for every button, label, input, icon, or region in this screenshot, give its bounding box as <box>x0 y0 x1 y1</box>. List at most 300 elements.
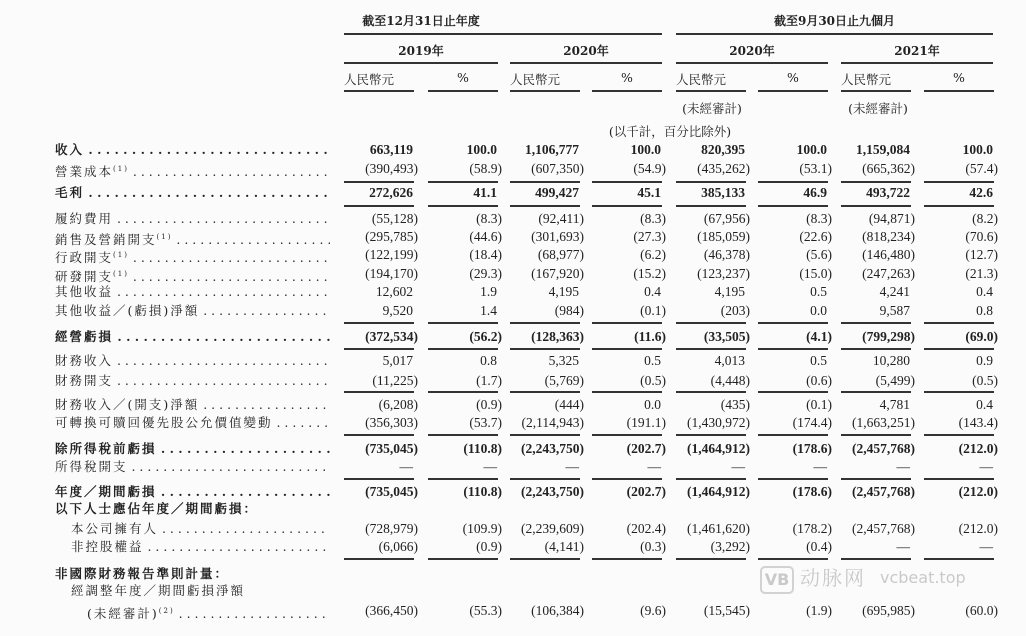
subtotal-rule <box>924 434 994 436</box>
amount-cell: (247,263) <box>862 266 915 281</box>
percent-cell: (202.7) <box>626 441 666 456</box>
rmb-header: 人民幣元 <box>510 72 561 87</box>
percent-cell: 0.4 <box>976 284 993 299</box>
amount-cell: (55,128) <box>371 211 418 226</box>
amount-cell: (6,066) <box>378 539 418 554</box>
percent-cell: 0.5 <box>810 284 827 299</box>
subtotal-rule <box>510 391 580 393</box>
subtotal-rule <box>592 348 662 350</box>
subtotal-rule <box>344 205 414 207</box>
subtotal-rule <box>924 558 994 560</box>
amount-cell: (2,239,609) <box>521 521 584 536</box>
subtotal-rule <box>841 391 911 393</box>
amount-cell: (4,141) <box>544 539 584 554</box>
row-label <box>55 352 330 370</box>
amount-cell: 820,395 <box>701 142 745 157</box>
percent-cell: (4.1) <box>806 329 832 344</box>
percent-cell: (0.5) <box>640 373 666 388</box>
header-rule <box>428 90 498 92</box>
header-nine-months: 截至9月30日止九個月 <box>773 14 896 28</box>
subtotal-rule <box>428 322 498 324</box>
amount-cell: (435) <box>720 397 750 412</box>
amount-cell: (5,769) <box>544 373 584 388</box>
row-label <box>55 184 330 202</box>
footnote-marker: (1) <box>113 251 129 259</box>
percent-cell: (1.9) <box>806 603 832 618</box>
percent-cell: 1.9 <box>480 284 497 299</box>
row-label <box>55 414 330 432</box>
amount-cell: 4,013 <box>714 353 745 368</box>
amount-cell: (146,480) <box>862 247 915 262</box>
subtotal-rule <box>676 322 746 324</box>
amount-cell: (4,448) <box>710 373 750 388</box>
subtotal-rule <box>428 205 498 207</box>
amount-cell: (11,225) <box>372 373 418 388</box>
percent-cell: (8.3) <box>476 211 502 226</box>
subtotal-rule <box>510 181 580 183</box>
percent-cell: (0.1) <box>806 397 832 412</box>
percent-cell: 45.1 <box>637 185 661 200</box>
percent-cell: 41.1 <box>473 185 497 200</box>
row-label-text: 研發開支 <box>55 269 114 285</box>
subtotal-rule <box>924 391 994 393</box>
subtotal-rule <box>344 558 414 560</box>
amount-cell: 4,781 <box>879 397 910 412</box>
row-label <box>55 246 330 267</box>
amount-cell: (295,785) <box>365 229 418 244</box>
percent-cell: (143.4) <box>958 415 998 430</box>
percent-header: % <box>457 70 469 85</box>
amount-cell: — <box>896 459 910 474</box>
subtotal-rule <box>592 434 662 436</box>
amount-cell: (106,384) <box>531 603 584 618</box>
percent-cell: (21.3) <box>965 266 998 281</box>
table-row <box>0 265 1026 283</box>
subtotal-rule <box>428 181 498 183</box>
percent-cell: (1.7) <box>476 373 502 388</box>
amount-cell: (92,411) <box>538 211 584 226</box>
subtotal-rule <box>924 205 994 207</box>
table-row <box>0 602 1026 620</box>
percent-cell: (0.3) <box>640 539 666 554</box>
percent-cell: (12.7) <box>965 247 998 262</box>
footnote-marker: (1) <box>113 165 129 173</box>
table-row <box>0 160 1026 178</box>
amount-cell: (2,243,750) <box>521 441 584 456</box>
amount-cell: (3,292) <box>710 539 750 554</box>
row-label <box>55 372 330 390</box>
header-rule <box>758 90 828 92</box>
subtotal-rule <box>841 558 911 560</box>
amount-cell: (1,663,251) <box>852 415 915 430</box>
percent-cell: (191.1) <box>626 415 666 430</box>
amount-cell: (735,045) <box>365 441 418 456</box>
subtotal-rule <box>841 434 911 436</box>
amount-cell: (695,985) <box>862 603 915 618</box>
subtotal-rule <box>510 434 580 436</box>
percent-cell: (22.6) <box>799 229 832 244</box>
subtotal-rule <box>758 434 828 436</box>
row-label <box>71 582 330 600</box>
table-row <box>0 141 1026 159</box>
percent-cell: (0.9) <box>476 397 502 412</box>
row-label <box>55 458 330 476</box>
header-year: 2019年 <box>398 44 444 58</box>
percent-cell: (174.4) <box>792 415 832 430</box>
row-label-text: 以下人士應佔年度／期間虧損： <box>55 501 259 516</box>
row-label <box>71 520 330 538</box>
percent-cell: 0.9 <box>976 353 993 368</box>
table-row <box>0 228 1026 246</box>
row-label-text: 除所得稅前虧損 <box>55 441 157 456</box>
amount-cell: 1,106,777 <box>525 142 579 157</box>
amount-cell: (185,059) <box>697 229 750 244</box>
amount-cell: (2,114,943) <box>521 415 584 430</box>
amount-cell: 10,280 <box>872 353 910 368</box>
percent-cell: 100.0 <box>796 142 827 157</box>
footnote-marker: (1) <box>113 270 129 278</box>
amount-cell: (2,457,768) <box>852 484 915 499</box>
row-label-text: 營業成本 <box>55 164 114 180</box>
amount-cell: (46,378) <box>703 247 750 262</box>
amount-cell: 4,241 <box>879 284 910 299</box>
subtotal-rule <box>428 558 498 560</box>
watermark-brand: 动脉网 <box>800 566 866 590</box>
percent-cell: 0.8 <box>976 303 993 318</box>
amount-cell: (2,243,750) <box>521 484 584 499</box>
amount-cell: 9,520 <box>382 303 413 318</box>
percent-cell: (56.2) <box>469 329 502 344</box>
header-rule <box>510 62 662 64</box>
row-label-text: 財務收入／(開支)淨額 <box>55 397 200 412</box>
amount-cell: (356,303) <box>365 415 418 430</box>
percent-cell: — <box>647 459 661 474</box>
percent-cell: 0.0 <box>644 397 661 412</box>
row-label <box>87 602 330 623</box>
amount-cell: 385,133 <box>701 185 745 200</box>
percent-cell: (109.9) <box>462 521 502 536</box>
amount-cell: (390,493) <box>365 161 418 176</box>
percent-cell: (6.2) <box>640 247 666 262</box>
watermark-site: vcbeat.top <box>880 568 966 587</box>
percent-cell: 0.5 <box>644 353 661 368</box>
unit-note: (以千計，百分比除外) <box>608 124 732 139</box>
subtotal-rule <box>344 322 414 324</box>
percent-cell: (202.7) <box>626 484 666 499</box>
percent-cell: — <box>483 459 497 474</box>
row-label <box>55 328 330 346</box>
row-label-text: 本公司擁有人 <box>71 521 159 536</box>
subtotal-rule <box>676 391 746 393</box>
amount-cell: (5,499) <box>875 373 915 388</box>
subtotal-rule <box>841 348 911 350</box>
percent-cell: (0.1) <box>640 303 666 318</box>
amount-cell: — <box>399 459 413 474</box>
header-rule <box>344 62 498 64</box>
amount-cell: (2,457,768) <box>852 441 915 456</box>
percent-cell: 0.5 <box>810 353 827 368</box>
header-fiscal-year: 截至12月31日止年度 <box>362 14 480 28</box>
table-row <box>0 483 1026 501</box>
percent-cell: (15.0) <box>799 266 832 281</box>
subtotal-rule <box>510 558 580 560</box>
percent-cell: (0.5) <box>972 373 998 388</box>
percent-cell: (0.4) <box>806 539 832 554</box>
subtotal-rule <box>344 434 414 436</box>
header-rule <box>592 90 662 92</box>
row-label <box>55 302 330 320</box>
table-row <box>0 283 1026 301</box>
row-label-text: 毛利 <box>55 185 85 200</box>
amount-cell: (366,450) <box>365 603 418 618</box>
percent-header: % <box>787 70 799 85</box>
percent-cell: (5.6) <box>806 247 832 262</box>
amount-cell: (607,350) <box>531 161 584 176</box>
subtotal-rule <box>592 181 662 183</box>
percent-cell: (8.2) <box>972 211 998 226</box>
subtotal-rule <box>758 205 828 207</box>
subtotal-rule <box>676 205 746 207</box>
percent-cell: 100.0 <box>466 142 497 157</box>
percent-cell: 100.0 <box>630 142 661 157</box>
amount-cell: (167,920) <box>531 266 584 281</box>
subtotal-rule <box>676 181 746 183</box>
row-label-text: 非控股權益 <box>71 539 144 554</box>
table-row <box>0 396 1026 414</box>
row-label-text: 履約費用 <box>55 211 114 226</box>
percent-cell: (55.3) <box>469 603 502 618</box>
percent-cell: (212.0) <box>958 441 998 456</box>
subtotal-rule <box>428 434 498 436</box>
percent-cell: (29.3) <box>469 266 502 281</box>
subtotal-rule <box>841 181 911 183</box>
row-label <box>55 565 330 583</box>
percent-cell: (11.6) <box>634 329 666 344</box>
row-label <box>55 396 330 414</box>
subtotal-rule <box>428 348 498 350</box>
header-year: 2020年 <box>563 44 609 58</box>
amount-cell: (1,464,912) <box>687 484 750 499</box>
amount-cell: (728,979) <box>365 521 418 536</box>
table-row <box>0 328 1026 346</box>
percent-cell: — <box>813 459 827 474</box>
rmb-header: 人民幣元 <box>676 72 727 87</box>
amount-cell: (6,208) <box>378 397 418 412</box>
subtotal-rule <box>841 322 911 324</box>
table-row <box>0 246 1026 264</box>
percent-cell: — <box>979 459 993 474</box>
row-label-text: 其他收益 <box>55 284 114 299</box>
percent-cell: (60.0) <box>965 603 998 618</box>
subtotal-rule <box>676 434 746 436</box>
percent-cell: 100.0 <box>962 142 993 157</box>
amount-cell: (799,298) <box>862 329 915 344</box>
amount-cell: 663,119 <box>369 142 413 157</box>
header-rule <box>676 90 746 92</box>
amount-cell: (435,262) <box>697 161 750 176</box>
subtotal-rule <box>924 322 994 324</box>
row-label-text: 財務開支 <box>55 373 114 388</box>
amount-cell: 4,195 <box>548 284 579 299</box>
row-label <box>55 141 330 159</box>
amount-cell: (94,871) <box>868 211 915 226</box>
percent-cell: 42.6 <box>969 185 993 200</box>
amount-cell: (128,363) <box>531 329 584 344</box>
row-label-text: 行政開支 <box>55 250 114 266</box>
percent-header: % <box>621 70 633 85</box>
amount-cell: (984) <box>554 303 584 318</box>
rmb-header: 人民幣元 <box>841 72 892 87</box>
subtotal-rule <box>758 478 828 480</box>
amount-cell: (33,505) <box>703 329 750 344</box>
amount-cell: — <box>731 459 745 474</box>
amount-cell: (15,545) <box>703 603 750 618</box>
percent-cell: (58.9) <box>469 161 502 176</box>
subtotal-rule <box>344 391 414 393</box>
percent-cell: (110.8) <box>463 441 502 456</box>
row-label-text: 經營虧損 <box>55 329 114 344</box>
amount-cell: (818,234) <box>862 229 915 244</box>
percent-cell: (57.4) <box>965 161 998 176</box>
percent-cell: (8.3) <box>640 211 666 226</box>
row-label <box>71 538 330 556</box>
row-label-text: (未經審計) <box>87 606 159 622</box>
subtotal-rule <box>676 348 746 350</box>
amount-cell: (122,199) <box>365 247 418 262</box>
table-row <box>0 520 1026 538</box>
table-row <box>0 302 1026 320</box>
subtotal-rule <box>676 478 746 480</box>
footnote-marker: (1) <box>156 233 173 241</box>
unaudited-label: (未經審計) <box>682 101 742 116</box>
row-label <box>55 283 330 301</box>
percent-cell: (178.6) <box>792 441 832 456</box>
subtotal-rule <box>344 181 414 183</box>
amount-cell: (444) <box>554 397 584 412</box>
table-row <box>0 458 1026 476</box>
percent-cell: (44.6) <box>469 229 502 244</box>
row-label-text: 財務收入 <box>55 353 114 368</box>
unaudited-label: (未經審計) <box>848 101 908 116</box>
row-label-text: 所得稅開支 <box>55 459 128 474</box>
amount-cell: 4,195 <box>714 284 745 299</box>
percent-cell: (178.6) <box>792 484 832 499</box>
amount-cell: 9,587 <box>879 303 910 318</box>
header-year: 2020年 <box>729 44 775 58</box>
table-row <box>0 352 1026 370</box>
watermark-logo: VB <box>760 566 794 594</box>
amount-cell: 1,159,084 <box>856 142 910 157</box>
amount-cell: (2,457,768) <box>852 521 915 536</box>
amount-cell: — <box>565 459 579 474</box>
row-label-text: 年度／期間虧損 <box>55 484 157 499</box>
percent-cell: 46.9 <box>803 185 827 200</box>
subtotal-rule <box>924 181 994 183</box>
amount-cell: (301,693) <box>531 229 584 244</box>
subtotal-rule <box>510 348 580 350</box>
header-rule <box>676 33 993 35</box>
subtotal-rule <box>344 348 414 350</box>
percent-cell: — <box>979 539 993 554</box>
percent-cell: (15.2) <box>633 266 666 281</box>
percent-cell: (69.0) <box>965 329 998 344</box>
header-year: 2021年 <box>894 44 940 58</box>
subtotal-rule <box>841 478 911 480</box>
row-label <box>55 483 330 501</box>
amount-cell: 493,722 <box>866 185 910 200</box>
percent-cell: 0.4 <box>644 284 661 299</box>
amount-cell: (1,430,972) <box>687 415 750 430</box>
table-row <box>0 184 1026 202</box>
subtotal-rule <box>758 181 828 183</box>
percent-cell: 0.0 <box>810 303 827 318</box>
percent-header: % <box>953 70 965 85</box>
header-rule <box>676 62 828 64</box>
percent-cell: (110.8) <box>463 484 502 499</box>
row-label <box>55 440 330 458</box>
amount-cell: (67,956) <box>703 211 750 226</box>
subtotal-rule <box>592 558 662 560</box>
percent-cell: (70.6) <box>965 229 998 244</box>
percent-cell: 0.4 <box>976 397 993 412</box>
subtotal-rule <box>428 478 498 480</box>
amount-cell: 5,325 <box>548 353 579 368</box>
amount-cell: (123,237) <box>697 266 750 281</box>
table-row <box>0 440 1026 458</box>
row-label-text: 收入 <box>55 142 85 157</box>
amount-cell: (1,461,620) <box>687 521 750 536</box>
amount-cell: 12,602 <box>375 284 413 299</box>
row-label-text: 銷售及營銷開支 <box>55 232 157 248</box>
footnote-marker: (2) <box>158 607 175 615</box>
percent-cell: (212.0) <box>958 484 998 499</box>
percent-cell: (202.4) <box>626 521 666 536</box>
row-label <box>55 500 330 518</box>
amount-cell: — <box>896 539 910 554</box>
table-row <box>0 500 340 518</box>
row-label-text: 非國際財務報告準則計量： <box>55 566 230 581</box>
table-row <box>0 414 1026 432</box>
percent-cell: (9.6) <box>640 603 666 618</box>
percent-cell: (53.7) <box>469 415 502 430</box>
subtotal-rule <box>510 478 580 480</box>
header-rule <box>344 90 414 92</box>
header-rule <box>510 90 580 92</box>
amount-cell: (203) <box>720 303 750 318</box>
amount-cell: (735,045) <box>365 484 418 499</box>
header-rule <box>841 62 993 64</box>
subtotal-rule <box>510 322 580 324</box>
amount-cell: (665,362) <box>862 161 915 176</box>
amount-cell: 5,017 <box>382 353 413 368</box>
table-row <box>0 565 340 583</box>
row-label <box>55 160 330 181</box>
table-row <box>0 372 1026 390</box>
header-rule <box>841 90 911 92</box>
subtotal-rule <box>344 478 414 480</box>
subtotal-rule <box>510 205 580 207</box>
subtotal-rule <box>758 391 828 393</box>
subtotal-rule <box>676 558 746 560</box>
subtotal-rule <box>592 205 662 207</box>
subtotal-rule <box>428 391 498 393</box>
table-row <box>0 210 1026 228</box>
percent-cell: (27.3) <box>633 229 666 244</box>
percent-cell: (53.1) <box>799 161 832 176</box>
subtotal-rule <box>841 205 911 207</box>
row-label-text: 可轉換可贖回優先股公允價值變動 <box>55 415 273 430</box>
subtotal-rule <box>758 558 828 560</box>
